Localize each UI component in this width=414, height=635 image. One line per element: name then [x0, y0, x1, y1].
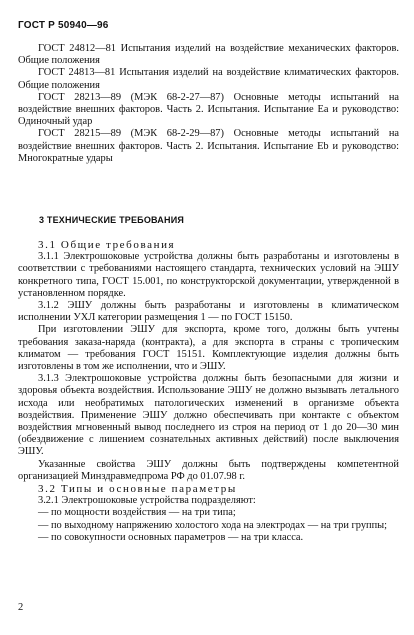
list-item: — по выходному напряжению холостого хода на электродах — на три группы;	[38, 519, 388, 531]
reference-item: ГОСТ 28215—89 (МЭК 68-2-29—87) Основные методы испытаний на воздействие внешних факторов. Часть 2. Испытания. Испытание Еb и руководство: Многократные удары	[18, 128, 399, 164]
paragraph: 3.2.1 Электрошоковые устройства подразделяют:	[38, 495, 256, 507]
reference-item: ГОСТ 24813—81 Испытания изделий на воздействие климатических факторов. Общие положения	[18, 67, 399, 91]
paragraph: 3.1.1 Электрошоковые устройства должны быть разработаны и изготовлены в соответствии с требованиями настоящего стандарта, технических условий на ЭШУ конкретного типа, ГОСТ 15.001, по конструкторской документации, утвержденной в установленном порядке.	[18, 251, 399, 299]
page-number: 2	[18, 602, 24, 613]
subsection-heading: 3.1 Общие требования	[38, 239, 176, 251]
section-body	[18, 239, 399, 544]
paragraph: 3.1.2 ЭШУ должны быть разработаны и изготовлены в климатическом исполнении УХЛ категории размещения 1 — по ГОСТ 15150.	[18, 300, 399, 324]
list-item: — по мощности воздействия — на три типа;	[38, 507, 236, 519]
paragraph: При изготовлении ЭШУ для экспорта, кроме того, должны быть учтены требования заказа-наряда (контракта), а для экспорта в страны с тропическим климатом — требования ГОСТ 15151. Комплектующие изделия должны быть изготовлены в том же исполнении, что и ЭШУ.	[18, 324, 399, 373]
paragraph: Указанные свойства ЭШУ должны быть подтверждены компетентной организацией Минздравмедпрома РФ до 01.07.98 г.	[18, 458, 399, 482]
normative-references	[18, 43, 399, 165]
reference-item: ГОСТ 28213—89 (МЭК 68-2-27—87) Основные методы испытаний на воздействие внешних факторов. Часть 2. Испытания. Испытание Еа и руководство: Одиночный удар	[18, 91, 399, 128]
subsection-heading: 3.2 Типы и основные параметры	[38, 483, 237, 496]
reference-item: ГОСТ 24812—81 Испытания изделий на воздействие механических факторов. Общие положения	[18, 43, 399, 67]
page-header: ГОСТ Р 50940—96	[18, 20, 109, 31]
list-item: — по совокупности основных параметров — на три класса.	[38, 531, 304, 543]
paragraph: 3.1.3 Электрошоковые устройства должны быть безопасными для жизни и здоровья объекта воздействия. Использование ЭШУ не должно вызывать летального исхода или необратимых патологических изменений в организме объекта воздействия. Применение ЭШУ должно обеспечивать при контакте с объектом воздействия мгновенный вывод последнего из строя на период от 1 до 20—30 мин (обездвижение с лишением сознательных активных действий) после выключения ЭШУ.	[18, 373, 399, 458]
section-title: 3 ТЕХНИЧЕСКИЕ ТРЕБОВАНИЯ	[39, 215, 185, 225]
